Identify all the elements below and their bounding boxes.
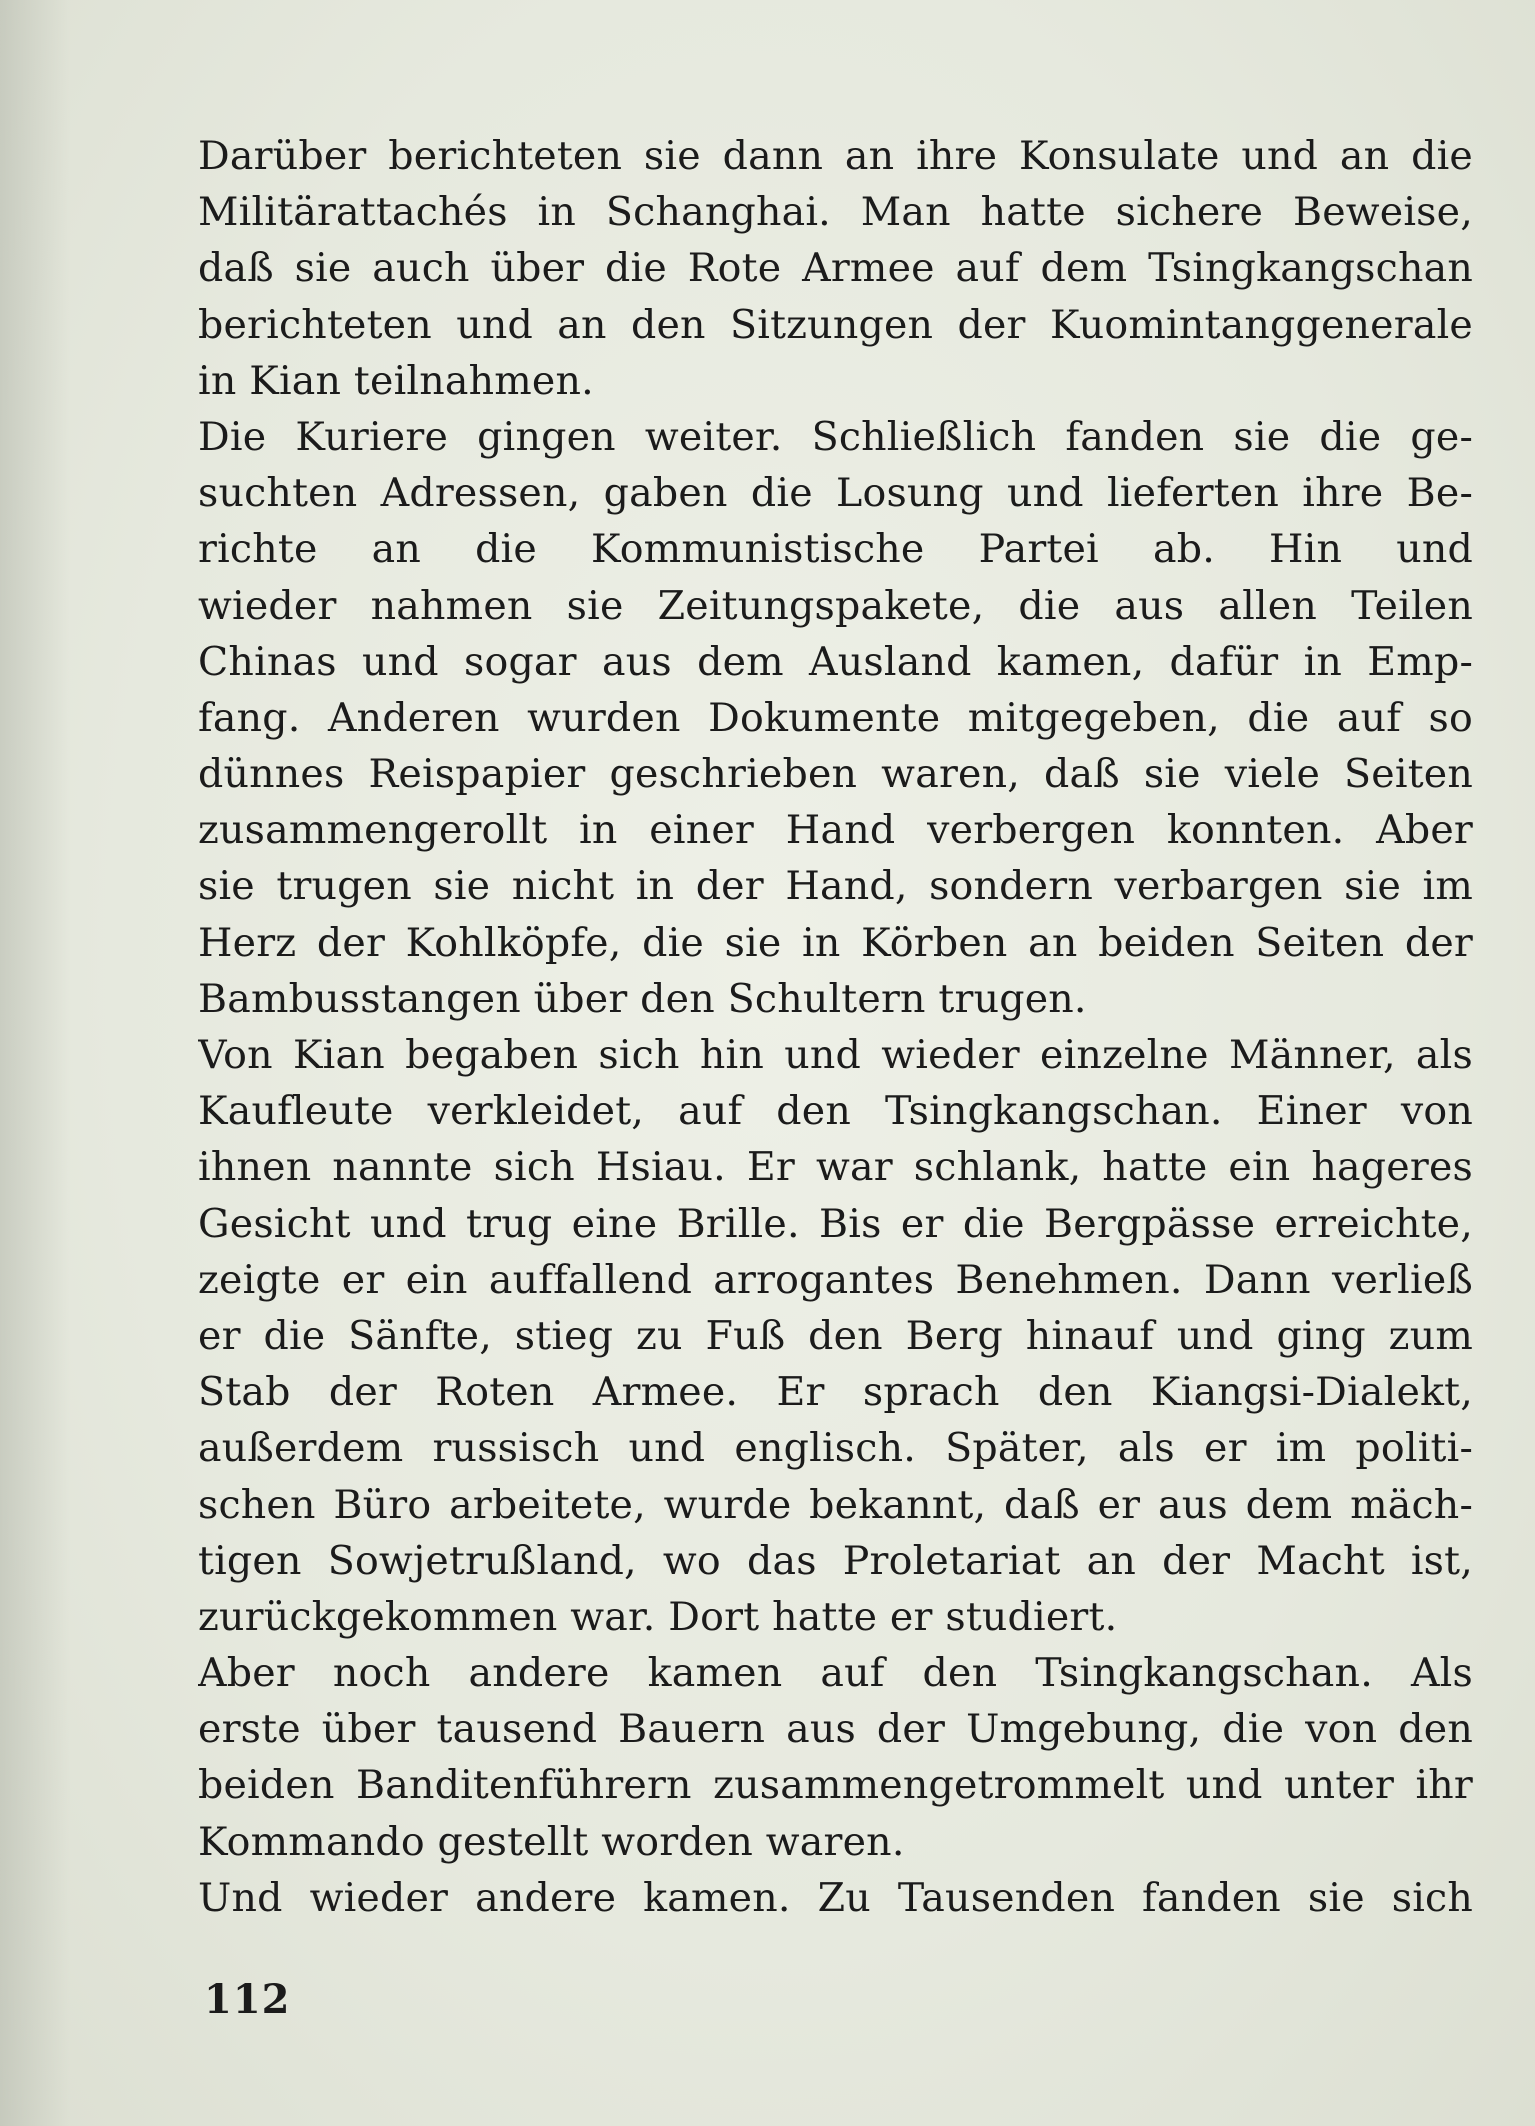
body-text (198, 128, 1473, 1926)
text-line: zurückgekommen war. Dort hatte er studiert. (198, 1593, 1118, 1640)
text-line: sie trugen sie nicht in der Hand, sondern verbargen sie im (198, 863, 1473, 910)
text-line: Kaufleute verkleidet, auf den Tsingkangschan. Einer von (198, 1088, 1473, 1135)
text-line: Und wieder andere kamen. Zu Tausenden fanden sie sich (198, 1874, 1473, 1921)
page-edge-shadow (0, 0, 70, 2126)
text-line: suchten Adressen, gaben die Losung und lieferten ihre Be- (198, 470, 1473, 517)
text-line: daß sie auch über die Rote Armee auf dem Tsingkangschan (198, 245, 1473, 292)
text-line: Darüber berichteten sie dann an ihre Konsulate und an die (198, 133, 1473, 179)
text-line: erste über tausend Bauern aus der Umgebung, die von den (198, 1706, 1473, 1753)
text-line: tigen Sowjetrußland, wo das Proletariat an der Macht ist, (198, 1537, 1473, 1584)
text-line: Aber noch andere kamen auf den Tsingkangschan. Als (198, 1650, 1473, 1697)
text-line: fang. Anderen wurden Dokumente mitgegeben, die auf so (198, 694, 1473, 741)
page-number: 112 (204, 1976, 291, 2023)
text-line: zeigte er ein auffallend arrogantes Benehmen. Dann verließ (198, 1256, 1473, 1303)
text-line: richte an die Kommunistische Partei ab. Hin und (198, 526, 1473, 573)
text-line: außerdem russisch und englisch. Später, als er im politi- (198, 1425, 1473, 1472)
text-line: beiden Banditenführern zusammengetrommelt und unter ihr (198, 1762, 1473, 1809)
text-line: Chinas und sogar aus dem Ausland kamen, dafür in Emp- (198, 638, 1473, 685)
text-line: Kommando gestellt worden waren. (198, 1818, 905, 1865)
text-line: Herz der Kohlköpfe, die sie in Körben an beiden Seiten der (198, 919, 1473, 966)
text-line: Die Kuriere gingen weiter. Schließlich fanden sie die ge- (198, 413, 1473, 460)
text-line: schen Büro arbeitete, wurde bekannt, daß er aus dem mäch- (198, 1481, 1473, 1528)
text-line: dünnes Reispapier geschrieben waren, daß sie viele Seiten (198, 751, 1473, 798)
text-line: wieder nahmen sie Zeitungspakete, die aus allen Teilen (198, 582, 1473, 629)
text-line: in Kian teilnahmen. (198, 357, 594, 404)
text-line: er die Sänfte, stieg zu Fuß den Berg hinauf und ging zum (198, 1312, 1473, 1359)
text-line: Stab der Roten Armee. Er sprach den Kiangsi-Dialekt, (198, 1369, 1473, 1416)
text-line: Von Kian begaben sich hin und wieder einzelne Männer, als (198, 1032, 1473, 1078)
text-line: berichteten und an den Sitzungen der Kuomintanggenerale (198, 301, 1473, 348)
text-line: Gesicht und trug eine Brille. Bis er die Bergpässe erreichte, (198, 1200, 1473, 1247)
text-line: Bambusstangen über den Schultern trugen. (198, 975, 1087, 1022)
text-line: ihnen nannte sich Hsiau. Er war schlank, hatte ein hageres (198, 1144, 1473, 1191)
text-line: Militärattachés in Schanghai. Man hatte sichere Beweise, (198, 189, 1473, 236)
text-line: zusammengerollt in einer Hand verbergen konnten. Aber (198, 807, 1473, 854)
